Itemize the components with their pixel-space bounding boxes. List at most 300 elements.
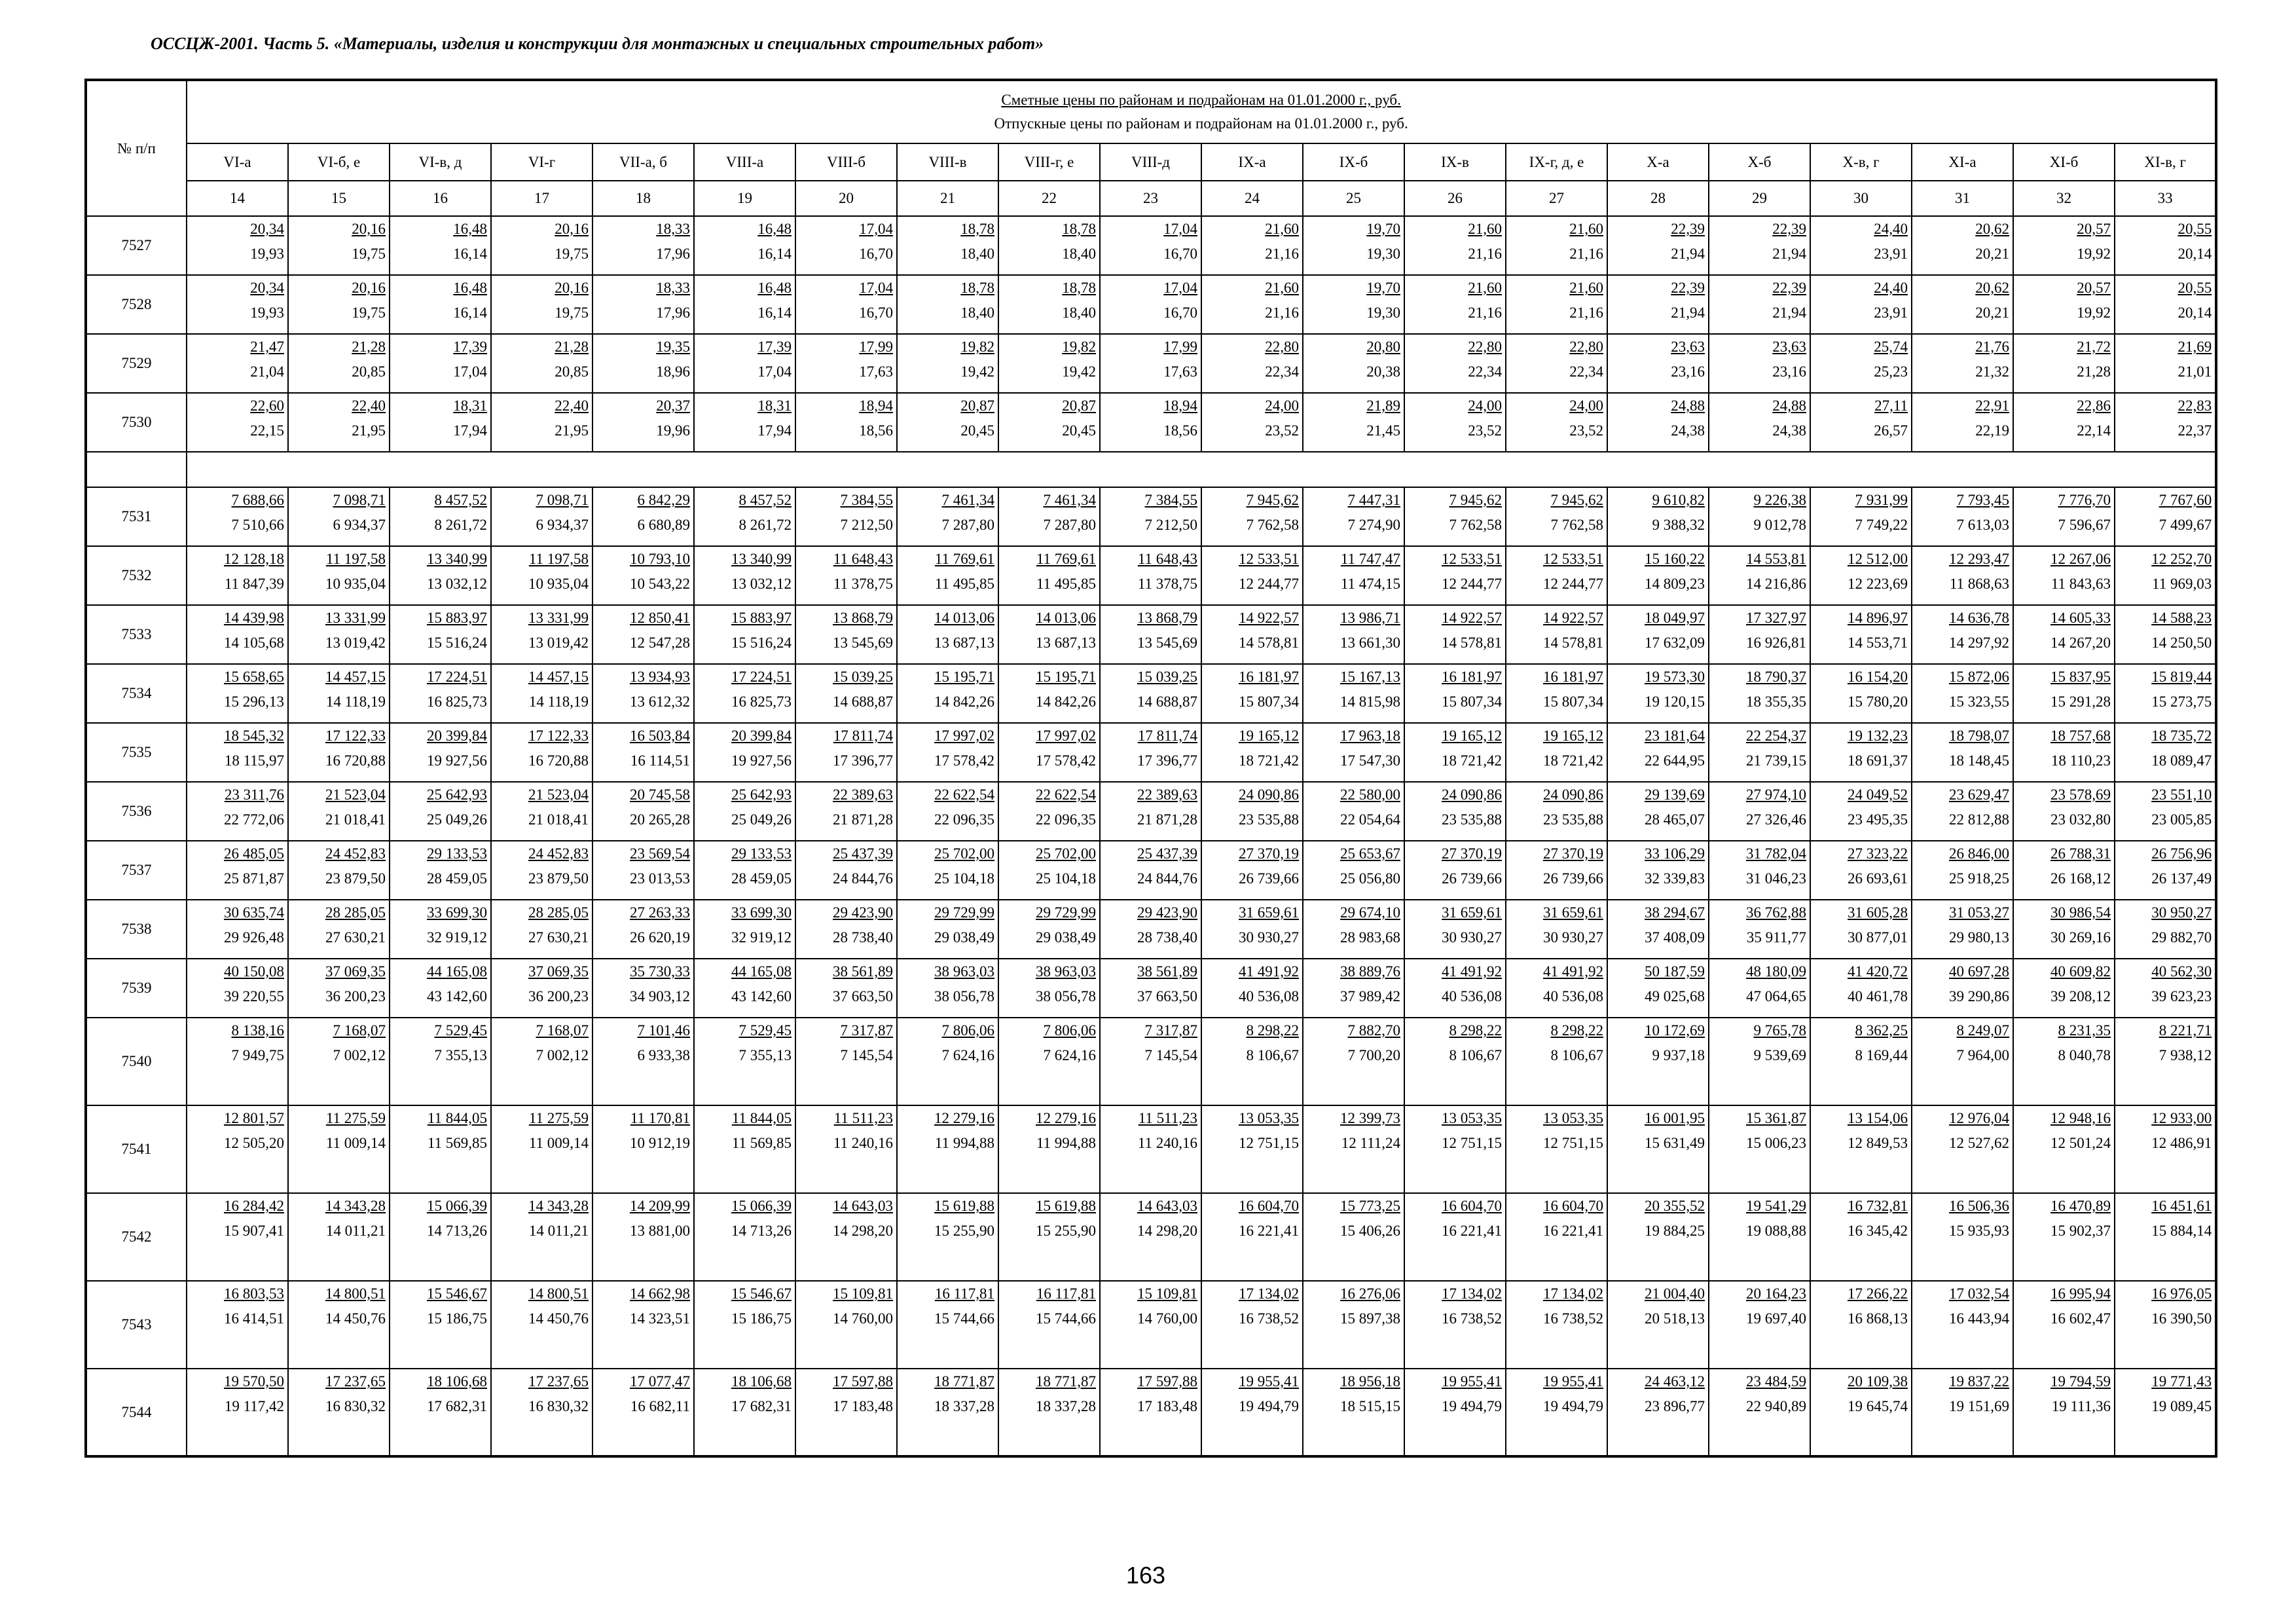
release-price: 23 535,88	[1543, 811, 1603, 828]
estimated-price: 17,04	[859, 280, 893, 296]
price-cell	[694, 1193, 795, 1281]
estimated-price: 23 484,59	[1746, 1373, 1806, 1390]
price-cell	[1810, 393, 1912, 452]
release-price: 7 624,16	[941, 1047, 994, 1063]
release-price: 14 809,23	[1645, 576, 1705, 592]
release-price: 13 032,12	[427, 576, 487, 592]
release-price: 25 049,26	[427, 811, 487, 828]
release-price: 15 296,13	[224, 693, 284, 710]
price-cell	[1810, 841, 1912, 900]
estimated-price: 17 134,02	[1442, 1285, 1502, 1302]
column-number: 29	[1709, 181, 1810, 216]
release-price: 6 934,37	[536, 517, 589, 533]
estimated-price: 13 331,99	[325, 610, 386, 626]
release-price: 18,56	[859, 422, 893, 439]
region-header: IX-б	[1303, 143, 1404, 181]
estimated-price: 27,11	[1874, 397, 1908, 414]
estimated-price: 21,60	[1468, 280, 1502, 296]
release-price: 23 535,88	[1239, 811, 1299, 828]
release-price: 11 569,85	[731, 1135, 792, 1151]
estimated-price: 11 511,23	[1138, 1110, 1197, 1126]
release-price: 38 056,78	[934, 988, 994, 1005]
price-cell	[1912, 841, 2013, 900]
release-price: 22,37	[2178, 422, 2212, 439]
price-cell	[1810, 487, 1912, 546]
release-price: 12 501,24	[2050, 1135, 2111, 1151]
price-cell	[998, 723, 1100, 782]
estimated-price: 17 032,54	[1949, 1285, 2009, 1302]
release-price: 23 879,50	[528, 870, 589, 887]
estimated-price: 21,60	[1265, 221, 1299, 237]
release-price: 20 518,13	[1645, 1310, 1705, 1327]
estimated-price: 20 399,84	[731, 728, 792, 744]
release-price: 19 117,42	[224, 1398, 284, 1414]
row-number: 7531	[86, 487, 187, 546]
price-cell	[288, 900, 390, 959]
price-cell	[1912, 664, 2013, 723]
estimated-price: 21,28	[555, 339, 589, 355]
release-price: 21,16	[1569, 304, 1603, 321]
price-cell	[1201, 959, 1303, 1018]
price-cell	[795, 487, 897, 546]
estimated-price: 18 757,68	[2050, 728, 2111, 744]
estimated-price: 27 323,22	[1848, 845, 1908, 862]
price-cell	[390, 723, 491, 782]
price-cell	[390, 1281, 491, 1369]
estimated-price: 15 658,65	[224, 669, 284, 685]
release-price: 15 744,66	[934, 1310, 994, 1327]
price-cell	[1709, 1105, 1810, 1193]
price-cell	[1100, 1105, 1201, 1193]
estimated-price: 20,87	[1062, 397, 1096, 414]
estimated-price: 14 662,98	[630, 1285, 690, 1302]
release-price: 7 274,90	[1347, 517, 1400, 533]
price-cell	[2115, 841, 2216, 900]
release-price: 37 663,50	[833, 988, 893, 1005]
price-cell	[1404, 487, 1506, 546]
estimated-price: 23 629,47	[1949, 786, 2009, 803]
price-cell	[390, 546, 491, 605]
release-price: 25 104,18	[1036, 870, 1096, 887]
estimated-price: 18,94	[1163, 397, 1197, 414]
estimated-price: 24 452,83	[528, 845, 589, 862]
price-cell	[1100, 334, 1201, 393]
estimated-price: 17 134,02	[1543, 1285, 1603, 1302]
row-number: 7527	[86, 216, 187, 275]
estimated-price: 12 801,57	[224, 1110, 284, 1126]
release-price: 15 323,55	[1949, 693, 2009, 710]
release-price: 24,38	[1772, 422, 1806, 439]
release-price: 11 994,88	[1036, 1135, 1096, 1151]
estimated-price: 7 688,66	[231, 492, 284, 508]
price-cell	[491, 216, 592, 275]
price-cell	[1100, 900, 1201, 959]
estimated-price: 8 457,52	[738, 492, 792, 508]
release-price: 6 933,38	[637, 1047, 690, 1063]
price-cell	[1201, 841, 1303, 900]
estimated-price: 7 384,55	[840, 492, 893, 508]
release-price: 14 011,21	[528, 1223, 589, 1239]
price-cell	[694, 605, 795, 664]
estimated-price: 19 771,43	[2151, 1373, 2212, 1390]
estimated-price: 22 389,63	[1137, 786, 1197, 803]
price-cell	[1506, 1193, 1607, 1281]
estimated-price: 25,74	[1874, 339, 1908, 355]
price-cell	[592, 546, 694, 605]
estimated-price: 13 154,06	[1848, 1110, 1908, 1126]
price-cell	[694, 1281, 795, 1369]
release-price: 29 926,48	[224, 929, 284, 946]
estimated-price: 29 674,10	[1340, 904, 1400, 921]
estimated-price: 7 461,34	[1043, 492, 1096, 508]
estimated-price: 35 730,33	[630, 963, 690, 980]
estimated-price: 18 798,07	[1949, 728, 2009, 744]
region-header: X-б	[1709, 143, 1810, 181]
price-cell	[1810, 1281, 1912, 1369]
estimated-price: 31 053,27	[1949, 904, 2009, 921]
estimated-price: 15 039,25	[1137, 669, 1197, 685]
price-cell	[694, 275, 795, 334]
price-cell	[491, 900, 592, 959]
release-price: 30 269,16	[2050, 929, 2111, 946]
estimated-price: 16 284,42	[224, 1198, 284, 1214]
release-price: 24 844,76	[833, 870, 893, 887]
release-price: 30 877,01	[1848, 929, 1908, 946]
release-price: 26 739,66	[1442, 870, 1502, 887]
estimated-price: 50 187,59	[1645, 963, 1705, 980]
release-price: 17 396,77	[1137, 752, 1197, 769]
estimated-price: 25 642,93	[731, 786, 792, 803]
price-cell	[592, 1281, 694, 1369]
price-cell	[1303, 900, 1404, 959]
release-price: 14 760,00	[1137, 1310, 1197, 1327]
price-cell	[1201, 782, 1303, 841]
release-price: 15 255,90	[1036, 1223, 1096, 1239]
estimated-price: 23 569,54	[630, 845, 690, 862]
estimated-price: 21,69	[2178, 339, 2212, 355]
release-price: 11 378,75	[1137, 576, 1197, 592]
release-price: 19,30	[1366, 246, 1400, 262]
price-cell	[491, 546, 592, 605]
release-price: 12 751,15	[1239, 1135, 1299, 1151]
estimated-price: 22,80	[1569, 339, 1603, 355]
price-cell	[187, 1018, 288, 1105]
price-cell	[1303, 275, 1404, 334]
estimated-price: 15 195,71	[934, 669, 994, 685]
estimated-price: 24 452,83	[325, 845, 386, 862]
estimated-price: 17,04	[1163, 221, 1197, 237]
estimated-price: 16 117,81	[1036, 1285, 1096, 1302]
release-prices-heading: Отпускные цены по районам и подрайонам на 01.01.2000 г., руб.	[994, 115, 1408, 132]
price-cell	[491, 1281, 592, 1369]
release-price: 19 697,40	[1746, 1310, 1806, 1327]
estimated-price: 14 343,28	[528, 1198, 589, 1214]
estimated-price: 41 491,92	[1442, 963, 1502, 980]
estimated-price: 18 735,72	[2151, 728, 2212, 744]
estimated-price: 40 697,28	[1949, 963, 2009, 980]
release-price: 16 114,51	[630, 752, 690, 769]
release-price: 28 459,05	[427, 870, 487, 887]
price-cell	[795, 1193, 897, 1281]
price-cell	[1607, 900, 1709, 959]
price-cell	[1607, 1369, 1709, 1456]
price-cell	[2013, 1105, 2115, 1193]
price-cell	[1201, 1018, 1303, 1105]
price-cell	[2115, 487, 2216, 546]
estimated-price: 38 561,89	[833, 963, 893, 980]
price-cell	[1303, 959, 1404, 1018]
estimated-price: 17 224,51	[427, 669, 487, 685]
release-price: 22 096,35	[1036, 811, 1096, 828]
estimated-price: 13 340,99	[731, 551, 792, 567]
price-cell	[1303, 1281, 1404, 1369]
release-price: 16 345,42	[1848, 1223, 1908, 1239]
estimated-price: 7 882,70	[1347, 1022, 1400, 1039]
price-cell	[187, 664, 288, 723]
estimated-price: 12 293,47	[1949, 551, 2009, 567]
release-price: 7 700,20	[1347, 1047, 1400, 1063]
estimated-price: 7 447,31	[1347, 492, 1400, 508]
estimated-price: 12 267,06	[2050, 551, 2111, 567]
estimated-price: 22,39	[1772, 221, 1806, 237]
price-cell	[2013, 605, 2115, 664]
price-cell	[1912, 1369, 2013, 1456]
estimated-price: 20,34	[250, 221, 284, 237]
estimated-price: 21,76	[1975, 339, 2009, 355]
estimated-price: 17,99	[859, 339, 893, 355]
release-price: 14 578,81	[1543, 635, 1603, 651]
estimated-price: 20 745,58	[630, 786, 690, 803]
price-cell	[187, 487, 288, 546]
release-price: 14 250,50	[2151, 635, 2212, 651]
price-cell	[1506, 605, 1607, 664]
price-cell	[2115, 664, 2216, 723]
estimated-price: 21 004,40	[1645, 1285, 1705, 1302]
estimated-price: 22,91	[1975, 397, 2009, 414]
release-price: 16 414,51	[224, 1310, 284, 1327]
price-cell	[1709, 216, 1810, 275]
release-price: 17 578,42	[1036, 752, 1096, 769]
estimated-price: 16,48	[757, 280, 792, 296]
price-cell	[1506, 959, 1607, 1018]
estimated-price: 24 049,52	[1848, 786, 1908, 803]
release-price: 15 516,24	[427, 635, 487, 651]
estimated-price: 7 168,07	[333, 1022, 386, 1039]
estimated-price: 19 132,23	[1848, 728, 1908, 744]
estimated-price: 13 986,71	[1340, 610, 1400, 626]
release-price: 17 183,48	[1137, 1398, 1197, 1414]
release-price: 19,93	[250, 246, 284, 262]
estimated-price: 8 221,71	[2159, 1022, 2212, 1039]
price-cell	[998, 393, 1100, 452]
estimated-price: 20,16	[555, 221, 589, 237]
release-price: 18 355,35	[1746, 693, 1806, 710]
price-cell	[2115, 275, 2216, 334]
price-cell	[288, 1281, 390, 1369]
release-price: 21,04	[250, 363, 284, 380]
price-cell	[288, 1193, 390, 1281]
price-cell	[288, 1105, 390, 1193]
estimated-price: 33 106,29	[1645, 845, 1705, 862]
release-price: 21,94	[1671, 246, 1705, 262]
estimated-price: 33 699,30	[731, 904, 792, 921]
price-cell	[491, 959, 592, 1018]
estimated-price: 14 588,23	[2151, 610, 2212, 626]
estimated-price: 11 769,61	[1036, 551, 1096, 567]
price-cell	[1404, 1018, 1506, 1105]
estimated-price: 25 437,39	[1137, 845, 1197, 862]
price-cell	[1810, 216, 1912, 275]
price-cell	[1709, 393, 1810, 452]
release-price: 21,94	[1671, 304, 1705, 321]
price-cell	[1810, 959, 1912, 1018]
release-price: 12 527,62	[1949, 1135, 2009, 1151]
price-cell	[1404, 723, 1506, 782]
release-price: 15 186,75	[427, 1310, 487, 1327]
release-price: 19 120,15	[1645, 693, 1705, 710]
price-cell	[1912, 275, 2013, 334]
price-cell	[491, 605, 592, 664]
release-price: 9 388,32	[1652, 517, 1705, 533]
price-cell	[1912, 1105, 2013, 1193]
estimated-price: 12 279,16	[934, 1110, 994, 1126]
release-price: 17 547,30	[1340, 752, 1400, 769]
estimated-price: 15 819,44	[2151, 669, 2212, 685]
release-price: 21 739,15	[1746, 752, 1806, 769]
price-cell	[1201, 1105, 1303, 1193]
estimated-price: 21,60	[1265, 280, 1299, 296]
estimated-price: 19,82	[960, 339, 994, 355]
price-cell	[288, 216, 390, 275]
price-cell	[694, 334, 795, 393]
price-cell	[1303, 605, 1404, 664]
estimated-price: 13 053,35	[1442, 1110, 1502, 1126]
region-header: VIII-в	[897, 143, 998, 181]
price-cell	[2013, 1018, 2115, 1105]
estimated-price: 20,37	[656, 397, 690, 414]
price-cell	[2115, 546, 2216, 605]
release-price: 19 927,56	[427, 752, 487, 769]
price-cell	[897, 216, 998, 275]
release-price: 7 762,58	[1449, 517, 1502, 533]
row-number: 7542	[86, 1193, 187, 1281]
estimated-price: 18,33	[656, 280, 690, 296]
price-cell	[1912, 546, 2013, 605]
estimated-price: 12 533,51	[1442, 551, 1502, 567]
price-cell	[491, 841, 592, 900]
estimated-price: 27 263,33	[630, 904, 690, 921]
estimated-price: 17 597,88	[833, 1373, 893, 1390]
release-price: 7 355,13	[738, 1047, 792, 1063]
release-price: 22,34	[1569, 363, 1603, 380]
price-cell	[2013, 546, 2115, 605]
estimated-price: 48 180,09	[1746, 963, 1806, 980]
estimated-price: 37 069,35	[325, 963, 386, 980]
estimated-price: 22,83	[2178, 397, 2212, 414]
release-price: 20,45	[1062, 422, 1096, 439]
release-price: 10 912,19	[630, 1135, 690, 1151]
estimated-price: 20 164,23	[1746, 1285, 1806, 1302]
release-price: 17,04	[757, 363, 792, 380]
release-price: 19,75	[555, 304, 589, 321]
release-price: 17 632,09	[1645, 635, 1705, 651]
price-cell	[288, 841, 390, 900]
price-cell	[592, 900, 694, 959]
price-cell	[2013, 334, 2115, 393]
price-cell	[2115, 605, 2216, 664]
release-price: 7 145,54	[840, 1047, 893, 1063]
estimated-price: 16 451,61	[2151, 1198, 2212, 1214]
price-cell	[187, 841, 288, 900]
price-cell	[1506, 546, 1607, 605]
price-cell	[2013, 900, 2115, 959]
release-price: 14 267,20	[2050, 635, 2111, 651]
estimated-price: 15 883,97	[427, 610, 487, 626]
estimated-price: 17 077,47	[630, 1373, 690, 1390]
release-price: 36 200,23	[528, 988, 589, 1005]
estimated-price: 17 997,02	[1036, 728, 1096, 744]
price-cell	[998, 664, 1100, 723]
estimated-price: 12 850,41	[630, 610, 690, 626]
price-cell	[998, 841, 1100, 900]
release-price: 14 216,86	[1746, 576, 1806, 592]
release-price: 13 545,69	[833, 635, 893, 651]
estimated-price: 10 172,69	[1645, 1022, 1705, 1039]
region-header: X-в, г	[1810, 143, 1912, 181]
price-cell	[1506, 900, 1607, 959]
release-price: 23 032,80	[2050, 811, 2111, 828]
estimated-price: 41 491,92	[1543, 963, 1603, 980]
price-cell	[998, 275, 1100, 334]
estimated-price: 20,57	[2077, 280, 2111, 296]
price-cell	[998, 1281, 1100, 1369]
price-cell	[1506, 723, 1607, 782]
region-header: IX-в	[1404, 143, 1506, 181]
price-cell	[1201, 723, 1303, 782]
release-price: 7 762,58	[1246, 517, 1299, 533]
release-price: 16 221,41	[1442, 1223, 1502, 1239]
release-price: 6 934,37	[333, 517, 386, 533]
estimated-price: 22,86	[2077, 397, 2111, 414]
price-cell	[390, 1018, 491, 1105]
price-cell	[1100, 216, 1201, 275]
release-price: 10 935,04	[528, 576, 589, 592]
price-cell	[1100, 546, 1201, 605]
price-cell	[1100, 1369, 1201, 1456]
price-cell	[288, 782, 390, 841]
estimated-price: 18 106,68	[427, 1373, 487, 1390]
column-number: 30	[1810, 181, 1912, 216]
price-cell	[795, 275, 897, 334]
estimated-price: 11 844,05	[427, 1110, 487, 1126]
estimated-price: 17 266,22	[1848, 1285, 1908, 1302]
estimated-price: 29 729,99	[1036, 904, 1096, 921]
price-cell	[2013, 1369, 2115, 1456]
release-price: 15 744,66	[1036, 1310, 1096, 1327]
price-cell	[998, 1018, 1100, 1105]
release-price: 9 539,69	[1753, 1047, 1806, 1063]
estimated-price: 29 423,90	[1137, 904, 1197, 921]
price-cell	[1709, 546, 1810, 605]
price-cell	[694, 841, 795, 900]
price-cell	[187, 723, 288, 782]
price-cell	[288, 546, 390, 605]
estimated-price: 13 934,93	[630, 669, 690, 685]
release-price: 36 200,23	[325, 988, 386, 1005]
estimated-price: 19 573,30	[1645, 669, 1705, 685]
price-cell	[592, 605, 694, 664]
release-price: 23,91	[1874, 304, 1908, 321]
